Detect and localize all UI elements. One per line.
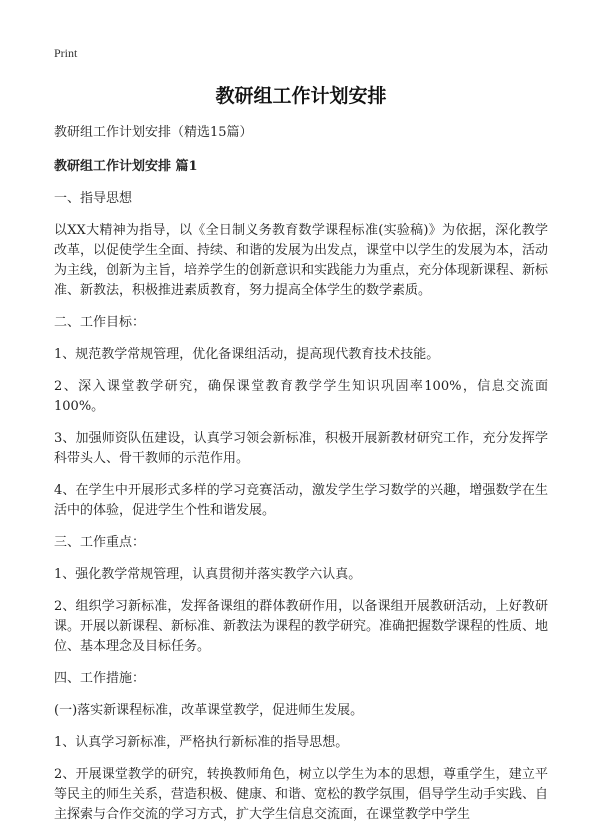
document-title: 教研组工作计划安排 [215,85,387,107]
goal-item-2: 2、深入课堂教学研究，确保课堂教育教学学生知识巩固率100%，信息交流面100%。 [54,379,548,414]
measure-item-2: 2、开展课堂教学的研究，转换教师角色，树立以学生为本的思想，尊重学生，建立平等民主的师生关系，营造积极、健康、和谐、宽松的教学氛围，倡导学生动手实践、自主探索与合作交流的学习方式，扩大学生信息交流面，在课堂教学中学生 [54,767,549,822]
heading-work-measures: 四、工作措施： [54,671,146,686]
print-link[interactable]: Print [54,46,78,60]
paragraph-guiding-ideology: 以XX大精神为指导，以《全日制义务教育数学课程标准(实验稿)》为依据，深化教学改革，以促使学生全面、持续、和谐的发展为出发点，课堂中以学生的发展为本，活动为主线，创新为主旨，培养学生的创新意识和实践能力为重点，充分体现新课程、新标准、新教法，积极推进素质教育，努力提高全体学生的数学素质。 [54,223,549,298]
measure-subheading-1: (一)落实新课程标准，改革课堂教学，促进师生发展。 [54,703,364,718]
focus-item-1: 1、强化教学常规管理，认真贯彻并落实教学六认真。 [54,567,362,582]
section-heading: 教研组工作计划安排 篇1 [54,159,198,174]
goal-item-4: 4、在学生中开展形式多样的学习竞赛活动，激发学生学习数学的兴趣，增强数学在生活中的体验，促进学生个性和谐发展。 [54,483,548,518]
goal-item-1: 1、规范教学常规管理，优化备课组活动，提高现代教育技术技能。 [54,347,440,362]
heading-guiding-ideology: 一、指导思想 [54,191,133,206]
goal-item-3: 3、加强师资队伍建设，认真学习领会新标准，积极开展新教材研究工作，充分发挥学科带头人、骨干教师的示范作用。 [54,431,548,466]
document-subtitle: 教研组工作计划安排（精选15篇） [54,125,253,140]
measure-item-1: 1、认真学习新标准，严格执行新标准的指导思想。 [54,735,349,750]
heading-work-focus: 三、工作重点： [54,535,146,550]
focus-item-2: 2、组织学习新标准，发挥备课组的群体教研作用，以备课组开展教研活动，上好教研课。开展以新课程、新标准、新教法为课程的教学研究。准确把握数学课程的性质、地位、基本理念及目标任务。 [54,599,549,654]
heading-work-goals: 二、工作目标： [54,315,146,330]
